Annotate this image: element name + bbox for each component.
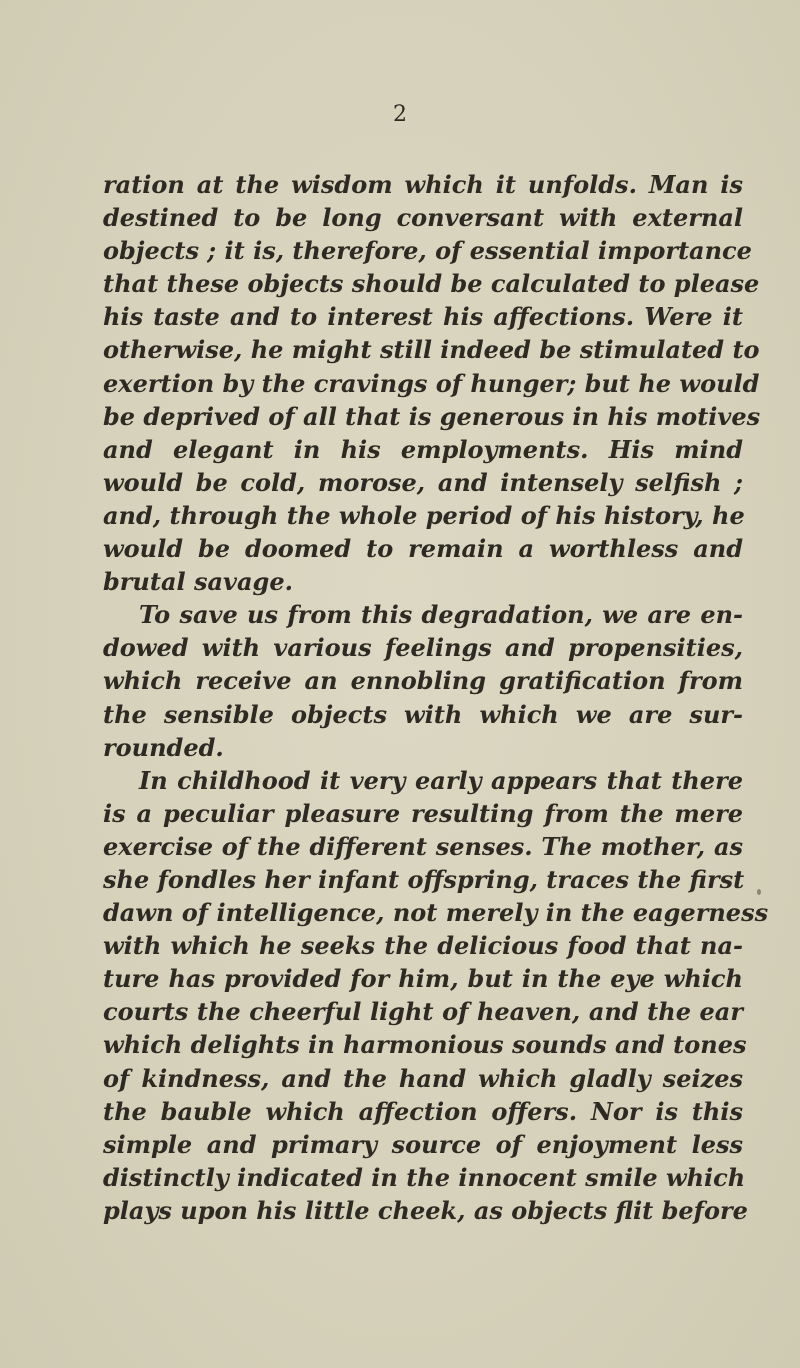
text-line: dowed with various feelings and propensities, [103,633,743,663]
text-line: of kindness, and the hand which gladly seizes [103,1063,743,1093]
text-line: his taste and to interest his affections. Were it [103,302,743,332]
text-line: is a peculiar pleasure resulting from the mere [103,798,743,828]
text-line: exertion by the cravings of hunger; but he would [103,368,760,398]
text-line: and, through the whole period of his history, he [103,500,745,530]
paper-speck [757,889,761,895]
page-number: 2 [393,102,407,127]
paragraph-start-line: In childhood it very early appears that there [139,765,743,795]
text-line: which delights in harmonious sounds and tones [103,1030,747,1060]
text-line: would be doomed to remain a worthless and [103,534,743,564]
text-line: ration at the wisdom which it unfolds. Man is [103,170,743,199]
text-line: otherwise, he might still indeed be stimulated to [103,335,760,365]
paragraph-start-line: To save us from this degradation, we are en- [139,600,743,630]
text-line: the bauble which affection offers. Nor is this [103,1096,743,1126]
text-line: the sensible objects with which we are sur- [103,699,743,729]
paragraph-end-line: brutal savage. [103,567,293,597]
text-line: destined to be long conversant with external [103,203,743,233]
text-line: be deprived of all that is generous in his motives [103,401,761,431]
text-line: courts the cheerful light of heaven, and the ear [103,997,743,1027]
text-line: exercise of the different senses. The mother, as [103,831,743,861]
text-line: simple and primary source of enjoyment less [103,1129,743,1159]
text-line: and elegant in his employments. His mind [103,434,743,464]
text-line: objects ; it is, therefore, of essential importance [103,236,752,266]
paragraph-end-line: rounded. [103,732,224,762]
body-text [103,168,769,1227]
text-line: that these objects should be calculated to please [103,269,760,299]
text-line: which receive an ennobling gratification from [103,666,743,696]
text-line: would be cold, morose, and intensely selfish ; [103,467,743,497]
text-line: distinctly indicated in the innocent smile which [103,1162,746,1192]
text-line: dawn of intelligence, not merely in the eagerness [103,898,769,928]
text-line: plays upon his little cheek, as objects flit before [103,1195,748,1225]
text-line: with which he seeks the delicious food that na- [103,931,743,961]
text-line: she fondles her infant offspring, traces the first [103,864,745,894]
text-line: ture has provided for him, but in the eye which [103,964,743,994]
